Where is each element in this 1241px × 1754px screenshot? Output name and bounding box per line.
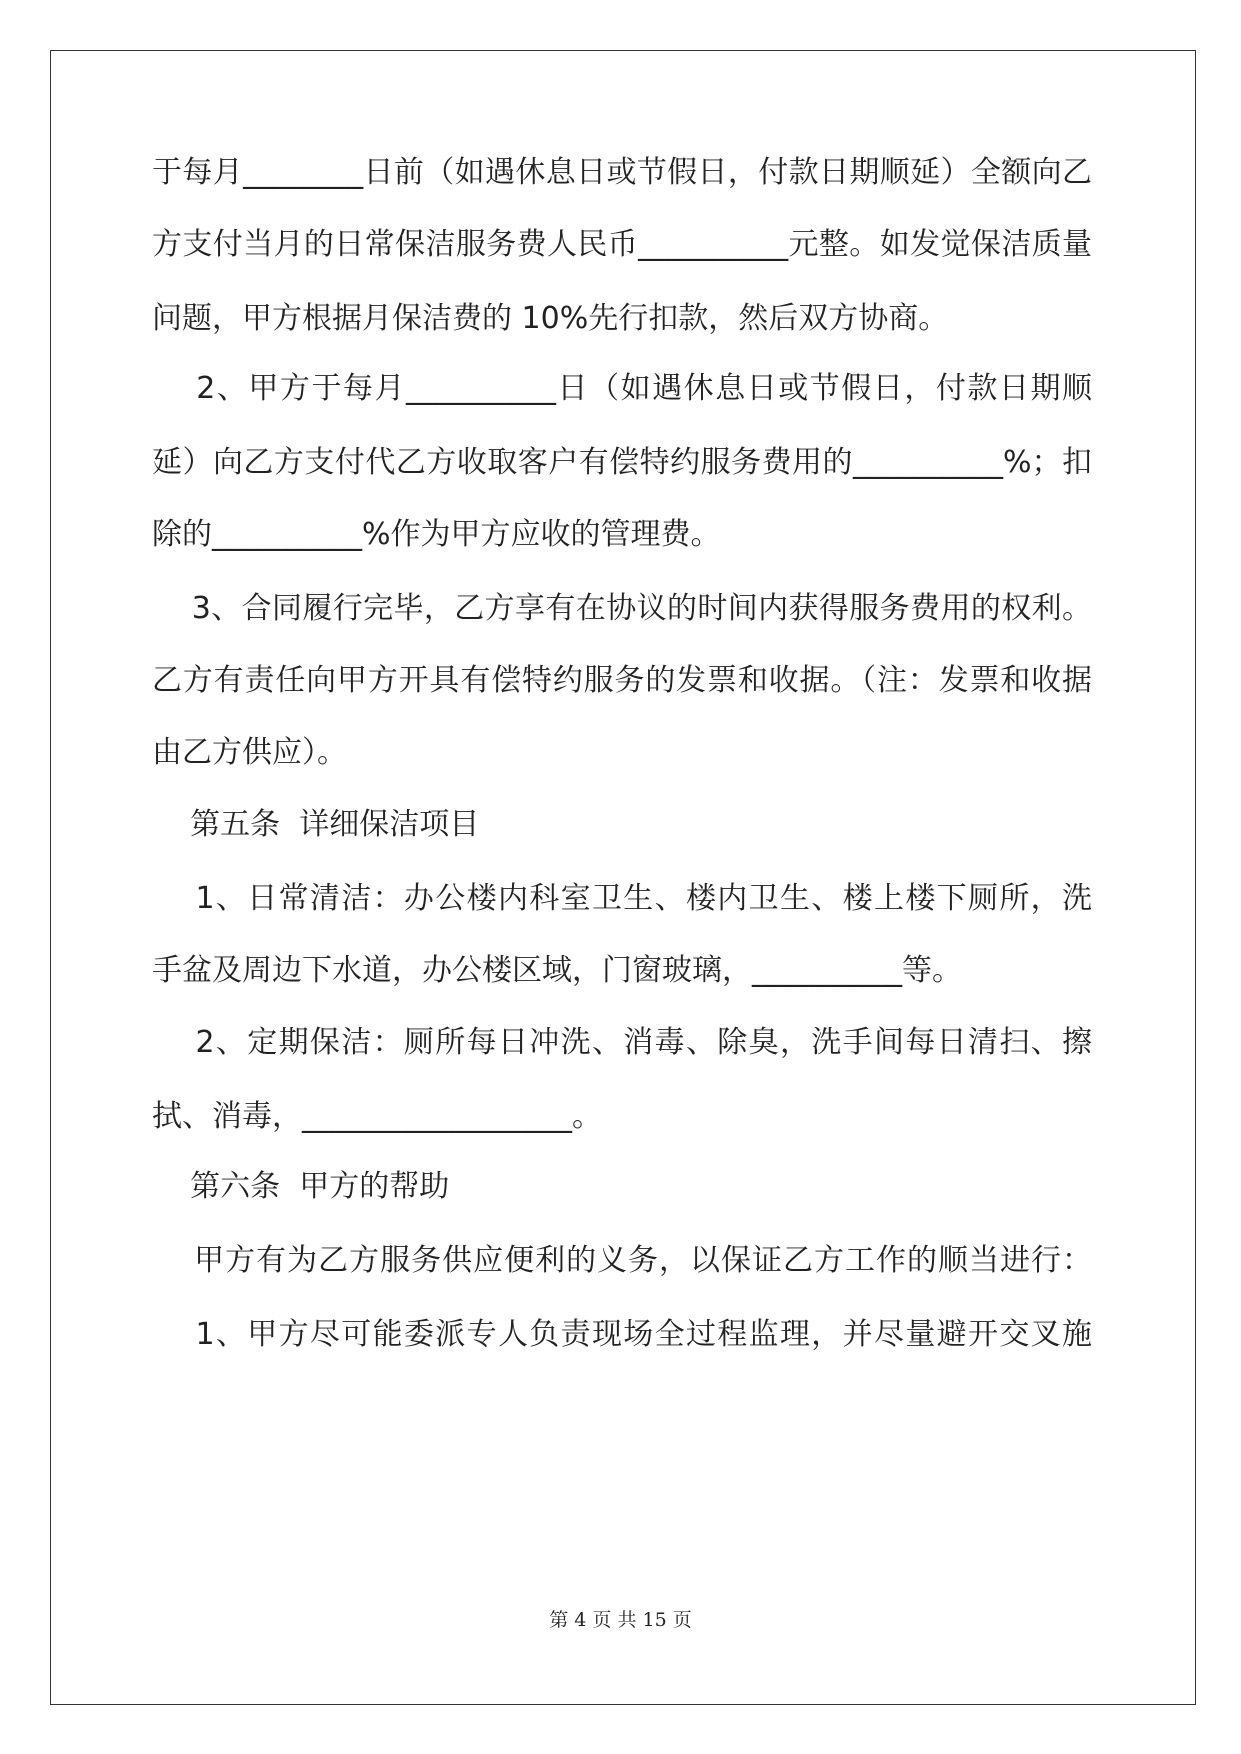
body-line-7: 3、合同履行完毕，乙方享有在协议的时间内获得服务费用的权利。 bbox=[152, 591, 1092, 626]
body-line-9: 由乙方供应）。 bbox=[152, 735, 347, 770]
body-line-17: 1、甲方尽可能委派专人负责现场全过程监理，并尽量避开交叉施 bbox=[152, 1317, 1092, 1352]
section-heading-6: 第六条 甲方的帮助 bbox=[152, 1169, 450, 1204]
page-number-footer: 第 4 页 共 15 页 bbox=[549, 1609, 692, 1631]
body-line-3: 问题，甲方根据月保洁费的 10%先行扣款，然后双方协商。 bbox=[152, 301, 949, 336]
body-line-14: 拭、消毒，__________________。 bbox=[152, 1099, 602, 1134]
body-line-12: 手盆及周边下水道，办公楼区域，门窗玻璃，__________等。 bbox=[152, 953, 962, 988]
body-line-16: 甲方有为乙方服务供应便利的义务，以保证乙方工作的顺当进行： bbox=[152, 1243, 1092, 1278]
body-line-2: 方支付当月的日常保洁服务费人民币__________元整。如发觉保洁质量 bbox=[152, 227, 1092, 262]
section-heading-5: 第五条 详细保洁项目 bbox=[152, 807, 480, 842]
body-line-1: 于每月________日前（如遇休息日或节假日，付款日期顺延）全额向乙 bbox=[152, 155, 1092, 190]
body-line-11: 1、日常清洁：办公楼内科室卫生、楼内卫生、楼上楼下厕所，洗 bbox=[152, 881, 1092, 916]
body-line-13: 2、定期保洁：厕所每日冲洗、消毒、除臭，洗手间每日清扫、擦 bbox=[152, 1025, 1092, 1060]
body-line-5: 延）向乙方支付代乙方收取客户有偿特约服务费用的__________%；扣 bbox=[152, 445, 1092, 480]
body-line-6: 除的__________%作为甲方应收的管理费。 bbox=[152, 517, 721, 552]
body-line-4: 2、甲方于每月__________日（如遇休息日或节假日，付款日期顺 bbox=[152, 371, 1092, 406]
body-line-8: 乙方有责任向甲方开具有偿特约服务的发票和收据。（注：发票和收据 bbox=[152, 663, 1092, 698]
